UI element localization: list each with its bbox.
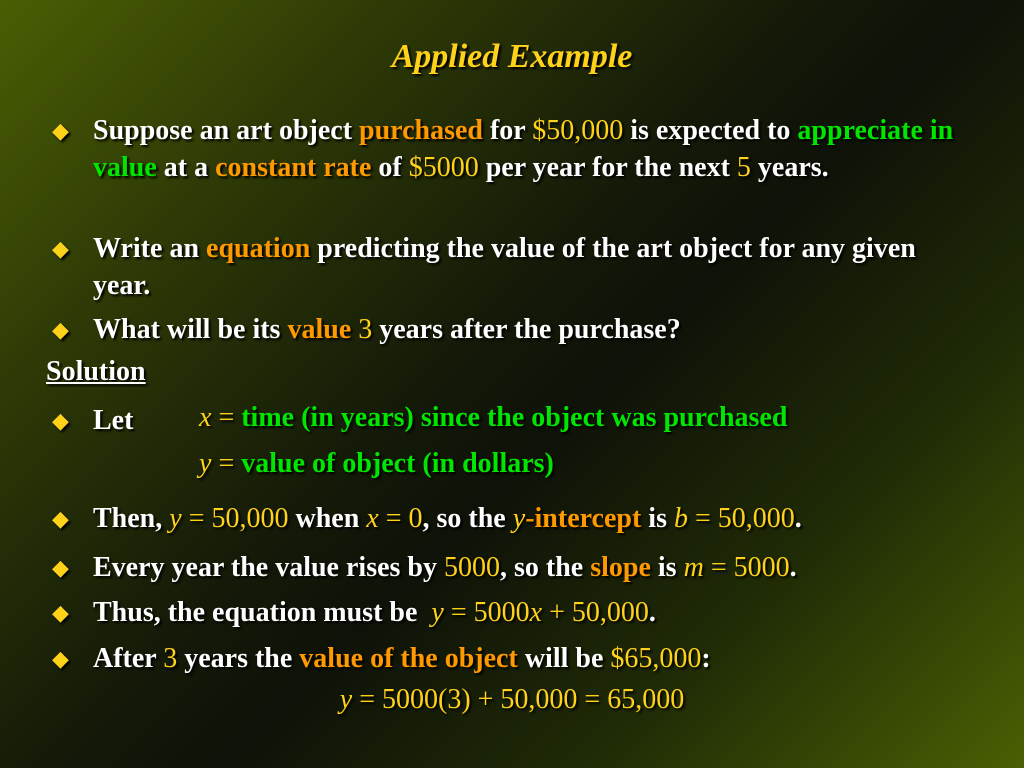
- highlight-intercept: -intercept: [525, 503, 642, 534]
- solution-heading: Solution: [46, 356, 146, 387]
- highlight-appreciate: appreciate in value: [93, 115, 954, 183]
- highlight-equation: equation: [206, 233, 311, 264]
- text-run: is: [650, 552, 684, 583]
- bullet-after-3-years: [52, 640, 982, 677]
- var-y: y: [431, 597, 444, 628]
- diamond-bullet-icon: ◆: [52, 408, 69, 433]
- bullet-text: [93, 594, 982, 631]
- x-definition: time (in years) since the object was purchased: [241, 402, 788, 433]
- text-run: per year for the next: [478, 152, 737, 183]
- value-5000: = 5000: [703, 552, 790, 583]
- text-run: for: [482, 115, 533, 146]
- y-definition: value of object (in dollars): [241, 448, 554, 479]
- bullet-art-object-problem: [52, 112, 962, 186]
- bullet-text: [93, 230, 962, 304]
- value-5000: 5000: [443, 552, 500, 583]
- diamond-bullet-icon: ◆: [52, 118, 69, 143]
- text-run: Suppose an art object: [93, 115, 360, 146]
- bullet-slope: [52, 549, 982, 586]
- text-run: predicting the value of the art object for any given year.: [93, 233, 916, 301]
- let-label: Let: [93, 405, 134, 436]
- final-equation: [0, 684, 1024, 716]
- text-run: at a: [156, 152, 216, 183]
- var-x: x: [199, 402, 212, 433]
- bullet-text: [93, 500, 982, 537]
- text-run: After: [93, 643, 164, 674]
- text-run: , so the: [422, 503, 513, 534]
- bullet-value-question: [52, 311, 962, 348]
- var-y: y: [512, 503, 526, 534]
- var-b: b: [673, 503, 688, 534]
- var-y: y: [199, 448, 212, 479]
- text-run: What will be its: [93, 314, 288, 345]
- value-0: = 0: [378, 503, 423, 534]
- highlight-slope: slope: [590, 552, 651, 583]
- text-run: years the: [177, 643, 300, 674]
- text-run: years.: [750, 152, 829, 183]
- bullet-y-intercept: [52, 500, 982, 537]
- diamond-bullet-icon: ◆: [52, 317, 69, 342]
- value-50000: $50,000: [532, 115, 624, 146]
- definition-y: [199, 448, 554, 480]
- value-3: 3: [358, 314, 373, 345]
- bullet-text: [93, 640, 982, 677]
- text-run: , so the: [499, 552, 591, 583]
- diamond-bullet-icon: ◆: [52, 236, 69, 261]
- text-run: .: [648, 597, 656, 628]
- highlight-purchased: purchased: [359, 115, 483, 146]
- value-5000: $5000: [408, 152, 479, 183]
- value-50000: = 50,000: [687, 503, 795, 534]
- text-run: of: [371, 152, 409, 183]
- var-x: x: [529, 597, 543, 628]
- text-run: .: [794, 503, 802, 534]
- bullet-text: [93, 311, 962, 348]
- diamond-bullet-icon: ◆: [52, 600, 69, 625]
- slide-title: Applied Example: [391, 38, 633, 75]
- text-run: Thus, the equation must be: [93, 597, 432, 628]
- equals-sign: =: [211, 402, 242, 433]
- text-run: Every year the value rises by: [93, 552, 444, 583]
- diamond-bullet-icon: ◆: [52, 506, 69, 531]
- value-50000: + 50,000: [542, 597, 649, 628]
- text-run: years after the purchase?: [372, 314, 681, 345]
- var-x: x: [366, 503, 379, 534]
- text-run: when: [288, 503, 367, 534]
- text-run: is: [641, 503, 674, 534]
- text-run: :: [701, 643, 711, 674]
- var-m: m: [683, 552, 704, 583]
- bullet-text: [93, 112, 962, 186]
- diamond-bullet-icon: ◆: [52, 555, 69, 580]
- bullet-text: [93, 549, 982, 586]
- value-65000: $65,000: [610, 643, 702, 674]
- var-y: y: [339, 684, 353, 715]
- equals-sign: =: [211, 448, 242, 479]
- bullet-equation: [52, 594, 982, 631]
- text-run: Write an: [93, 233, 207, 264]
- text-run: Then,: [93, 503, 170, 534]
- value-5: 5: [736, 152, 751, 183]
- text-run: will be: [517, 643, 611, 674]
- diamond-bullet-icon: ◆: [52, 646, 69, 671]
- bullet-write-equation: [52, 230, 962, 304]
- highlight-constant-rate: constant rate: [215, 152, 372, 183]
- highlight-value: value: [287, 314, 352, 345]
- text-run: .: [789, 552, 797, 583]
- final-computation: = 5000(3) + 50,000 = 65,000: [352, 684, 685, 715]
- value-50000: = 50,000: [181, 503, 289, 534]
- var-y: y: [169, 503, 182, 534]
- value-3: 3: [163, 643, 178, 674]
- coefficient-5000: = 5000: [443, 597, 530, 628]
- definition-x: [199, 402, 787, 434]
- highlight-value-of-object: value of the object: [299, 643, 518, 674]
- text-run: is expected to: [623, 115, 798, 146]
